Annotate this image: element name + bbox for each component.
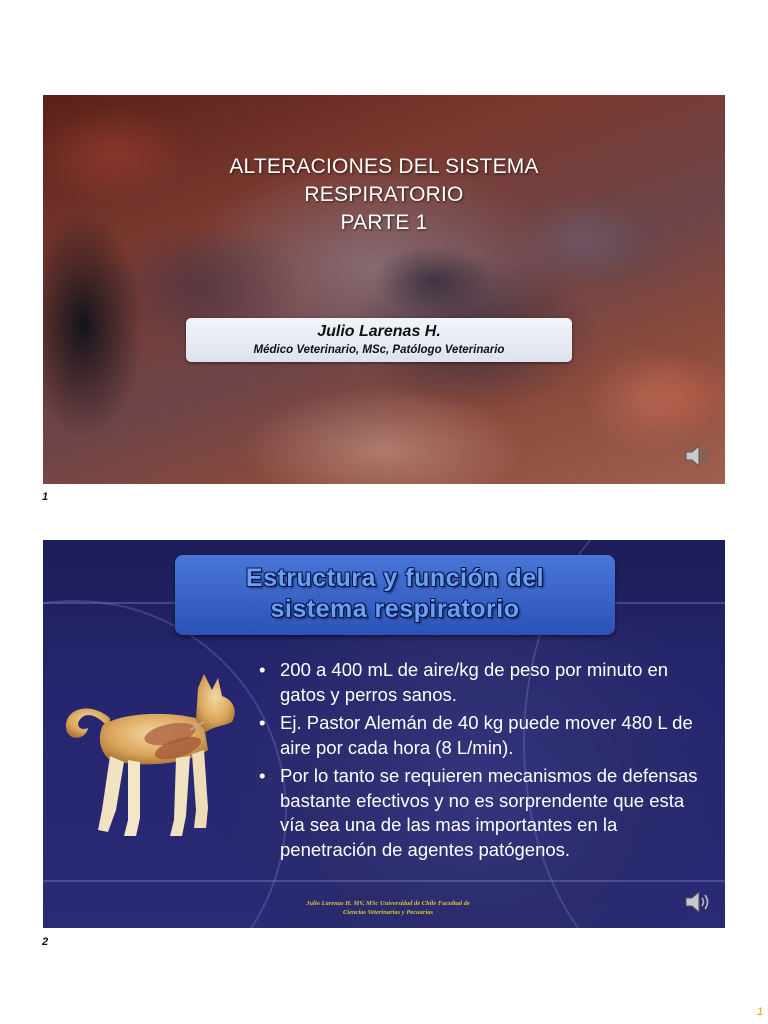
author-name: Julio Larenas H.: [317, 323, 441, 340]
bullet-list: [259, 658, 699, 866]
title-line: sistema respiratorio: [270, 595, 520, 623]
title-box: [175, 555, 615, 635]
author-role: Médico Veterinario, MSc, Patólogo Veterinario: [253, 344, 505, 356]
page-number: 2: [42, 936, 49, 948]
author-box: [186, 318, 572, 362]
document-page-number: 1: [757, 1006, 764, 1018]
page-number: 1: [42, 491, 49, 503]
title-line: RESPIRATORIO: [304, 183, 464, 206]
dog-lungs-illustration: [58, 670, 248, 845]
footer-line: Julio Larenas H. MV, MSc Universidad de Chile Facultad de: [306, 900, 470, 907]
footer-line: Ciencias Veterinarias y Pecuarias: [342, 909, 434, 916]
speaker-icon[interactable]: [683, 443, 713, 469]
slide-1: [43, 95, 725, 484]
bullet-marker: •: [259, 659, 266, 680]
bullet-marker: •: [259, 765, 266, 786]
tissue-photo-spot: [583, 345, 713, 455]
list-item: [259, 764, 699, 862]
slide-title: [175, 563, 615, 625]
bullet-text: 200 a 400 mL de aire/kg de peso por minuto en gatos y perros sanos.: [280, 659, 669, 705]
speaker-icon[interactable]: [683, 889, 713, 915]
slide-2: [43, 540, 725, 928]
title-line: Estructura y función del: [245, 564, 545, 592]
slide-footer: [283, 899, 493, 917]
title-line: PARTE 1: [340, 211, 428, 234]
title-line: ALTERACIONES DEL SISTEMA: [229, 155, 539, 178]
list-item: [259, 658, 699, 707]
bullet-marker: •: [259, 712, 266, 733]
bullet-text: Ej. Pastor Alemán de 40 kg puede mover 480 L de aire por cada hora (8 L/min).: [280, 712, 693, 758]
tissue-photo-spot: [373, 245, 493, 315]
list-item: [259, 711, 699, 760]
slide-title: [43, 153, 725, 237]
bullet-text: Por lo tanto se requieren mecanismos de defensas bastante efectivos y no es sorprendente que esta vía sea una de las mas importantes en la penetración de agentes patógenos.: [280, 765, 698, 860]
